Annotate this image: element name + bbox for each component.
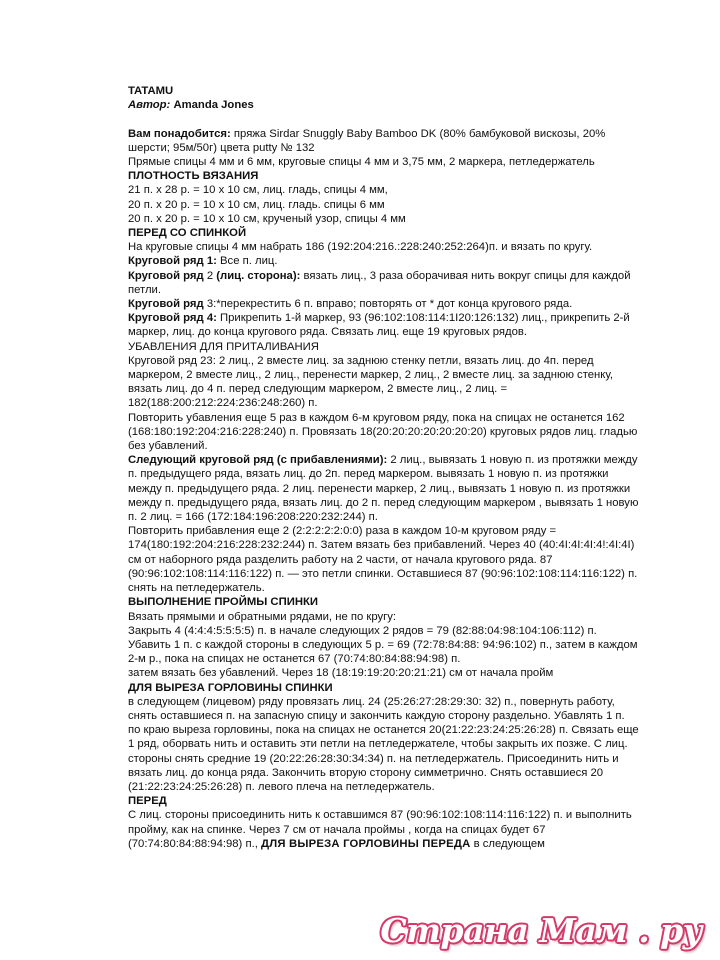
increase-paragraph: Следующий круговой ряд (с прибавлениями): 2 лиц., вывязать 1 новую п. из протяжки между п. предыдущего ряда, вязать лиц. до 2п. перед маркером. вывязать 1 новую п. из протяжки между п. предыдущего ряда. 2 лиц. перенести маркер, 2 лиц., вывязать 1 новую п. из протяжки между п. предыдущего ряда, вязать лиц. до 2 п. перед следующим маркером , вывязать 1 новую п. 2 лиц. = 166 (172:184:196:208:220:232:244) п. xyxy=(128,454,639,524)
armhole-heading: ВЫПОЛНЕНИЕ ПРОЙМЫ СПИНКИ xyxy=(128,596,319,609)
materials-paragraph xyxy=(128,127,640,155)
armhole-paragraph: Вязать прямыми и обратными рядами, не по кругу: xyxy=(128,610,397,623)
round-2-label: Круговой ряд xyxy=(128,269,204,282)
doc-title: TATAMU xyxy=(128,85,174,97)
front-heading: ПЕРЕД xyxy=(128,795,167,808)
round-3-label: Круговой ряд xyxy=(128,298,204,311)
neck-paragraph: в следующем (лицевом) ряду провязать лиц. 24 (25:26:27:28:29:30: 32) п., повернуть работу, снять оставшиеся п. на запасную спицу и закончить каждую сторону раздельно. Убавлять 1 п. по краю выреза горловины, пока на спицах не останется 20(21:22:23:24:25:26:28) п. Связать еще 1 ряд, оборвать нить и оставить эти петли на петледержателе, чтобы закрыть их позже. С лиц. стороны снять средние 19 (20:22:26:28:30:34:34) п. на петледержатель. Присоединить нить и вязать лиц. до конца ряда. Закончить вторую сторону симметрично. Снять оставшиеся 20 (21:22:23:24:25:26:28) п. левого плеча на петледержатель. xyxy=(128,695,639,793)
front-paragraph: С лиц. стороны присоединить нить к оставшимся 87 (90:96:102:108:114:116:122) п. и выполнить пройму, как на спинке. Через 7 см от начала проймы , когда на спицах будет 67 (70:74:80:84:88:94:98) п., ДЛЯ ВЫРЕЗА ГОРЛОВИНЫ ПЕРЕДА в следующем xyxy=(128,809,632,850)
front-neck-label: ДЛЯ ВЫРЕЗА ГОРЛОВИНЫ ПЕРЕДА xyxy=(261,837,471,850)
back-heading: ПЕРЕД СО СПИНКОЙ xyxy=(128,227,247,240)
site-watermark-logo: Страна Мам . ру xyxy=(380,911,702,950)
round-4-paragraph: Круговой ряд 4: Прикрепить 1-й маркер, 93 (96:102:108:114:1І20:126:132) лиц., прикрепить 2-й маркер, лиц. до конца кругового ряда. Связать лиц. еще 19 круговых рядов. xyxy=(128,312,630,339)
armhole-paragraph: Закрыть 4 (4:4:4:5:5:5:5) п. в начале следующих 2 рядов = 79 (82:88:04:98:104:106:112) п. Убавить 1 п. с каждой стороны в следующих 5 р. = 69 (72:78:84:88: 94:96:102) п., затем в каждом 2-м р., пока на спицах не останется 67 (70:74:80:84:88:94:98) п. xyxy=(128,624,638,666)
gauge-heading: ПЛОТНОСТЬ ВЯЗАНИЯ xyxy=(128,170,259,183)
cast-on-paragraph: На круговые спицы 4 мм набрать 186 (192:204:216.:228:240:252:264)п. и вязать по кругу. xyxy=(128,241,593,254)
round-4-label: Круговой ряд 4: xyxy=(128,312,217,325)
document-page xyxy=(128,84,640,851)
gauge-line: 21 п. х 28 р. = 10 х 10 см, лиц. гладь, спицы 4 мм, xyxy=(128,184,388,197)
author-name: Amanda Jones xyxy=(173,99,254,112)
gauge-line: 20 п. х 20 р. = 10 х 10 см, лиц. гладь. спицы 6 мм xyxy=(128,198,385,211)
round-2-paragraph: Круговой ряд 2 (лиц. сторона): вязать лиц., 3 раза оборачивая нить вокруг спицы для каждой петли. xyxy=(128,269,631,296)
round-3-paragraph: Круговой ряд 3:*перекрестить 6 п. вправо; повторять от * дот конца кругового ряда. xyxy=(128,298,573,311)
round-1-paragraph: Круговой ряд 1: Все п. лиц. xyxy=(128,255,278,268)
armhole-paragraph: затем вязать без убавлений. Через 18 (18:19:19:20:20:21:21) см от начала пройм xyxy=(128,667,554,680)
waist-paragraph: Повторить убавления еще 5 раз в каждом 6-м круговом ряду, пока на спицах не останется 162 (168:180:192:204:216:228:240) п. Провязать 18(20:20:20:20:20:20:20) круговых рядов лиц. гладью без убавлений. xyxy=(128,411,638,453)
author-line xyxy=(128,98,640,112)
gauge-line: 20 п. х 20 р. = 10 х 10 см, крученый узор, спицы 4 мм xyxy=(128,212,406,225)
round-1-label: Круговой ряд 1: xyxy=(128,255,217,268)
materials-label: Вам понадобится: xyxy=(128,127,231,140)
increase-paragraph: Повторить прибавления еще 2 (2:2:2:2:2:0:0) раза в каждом 10-м круговом ряду = 174(180:192:204:216:228:232:244) п. Затем вязать без прибавлений. Через 40 (40:4І:4І:4І:4!:4І:4І) см от наборного ряда разделить работу на 2 части, от начала кругового ряда. 87 (90:96:102:108:114:116:122) п. — это петли спинки. Оставшиеся 87 (90:96:102:108:114:116:122) п. снять на петледержатель. xyxy=(128,525,638,595)
neck-heading: ДЛЯ ВЫРЕЗА ГОРЛОВИНЫ СПИНКИ xyxy=(128,681,333,694)
waist-heading: УБАВЛЕНИЯ ДЛЯ ПРИТАЛИВАНИЯ xyxy=(128,340,319,353)
increase-label: Следующий круговой ряд (с прибавлениями): xyxy=(128,454,388,467)
author-label: Автор: xyxy=(128,99,171,112)
waist-paragraph: Круговой ряд 23: 2 лиц., 2 вместе лиц. за заднюю стенку петли, вязать лиц. до 4п. перед маркером, 2 вместе лиц., 2 лиц., перенести маркер, 2 лиц., 2 вместе лиц. за заднюю стенку, вязать лиц. до 4 п. перед следующим маркером, 2 вместе лиц., 2 лиц. = 182(188:200:212:224:236:248:260) п. xyxy=(128,354,613,410)
materials-text: пряжа Sirdar Snuggly Baby Bamboo DK (80% бамбуковой вискозы, 20% шерсти; 95м/50г) цвета putty № 132 xyxy=(128,127,606,154)
tools-paragraph: Прямые спицы 4 мм и 6 мм, круговые спицы 4 мм и 3,75 мм, 2 маркера, петледержатель xyxy=(128,156,595,168)
